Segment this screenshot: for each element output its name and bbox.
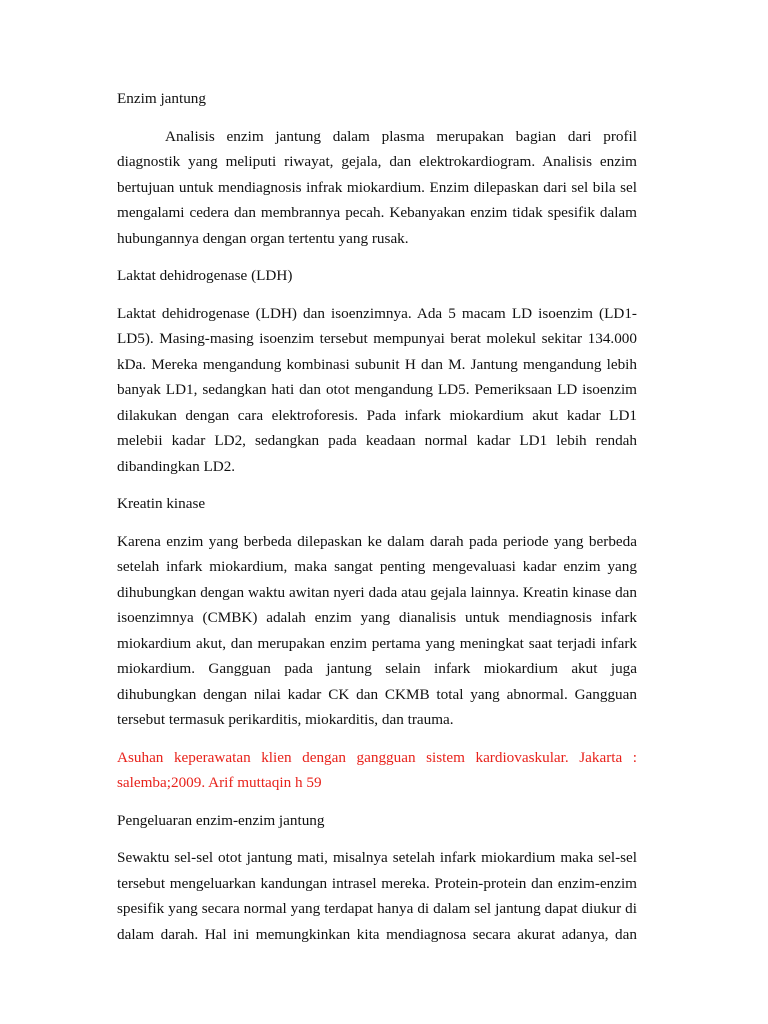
release-heading: Pengeluaran enzim-enzim jantung [117,811,325,829]
spacer [117,517,637,529]
document-page [117,86,637,947]
spacer [117,479,637,491]
spacer [117,733,637,745]
ck-heading: Kreatin kinase [117,495,206,512]
ldh-paragraph: Laktat dehidrogenase (LDH) dan isoenzimnya. Ada 5 macam LD isoenzim (LD1-LD5). Masing-masing isoenzim tersebut mempunyai berat molekul sekitar 134.000 kDa. Mereka mengandung kombinasi subunit H dan M. Jantung mengandung lebih banyak LD1, sedangkan hati dan otot mengandung LD5. Pemeriksaan LD isoenzim dilakukan dengan cara elektroforesis. Pada infark miokardium akut kadar LD1 melebii kadar LD2, sedangkan pada keadaan normal kadar LD1 lebih rendah dibandingkan LD2. [117,304,637,475]
spacer [117,251,637,263]
spacer [117,833,637,845]
release-paragraph: Sewaktu sel-sel otot jantung mati, misalnya setelah infark miokardium maka sel-sel tersebut mengeluarkan kandungan intrasel mereka. Protein-protein dan enzim-enzim spesifik yang secara normal yang terdapat hanya di dalam sel jantung dapat diukur di dalam darah. Hal ini memungkinkan kita mendiagnosa secara akurat adanya, dan [117,849,637,943]
spacer [117,289,637,301]
ldh-heading: Laktat dehidrogenase (LDH) [117,267,293,284]
intro-paragraph: Analisis enzim jantung dalam plasma merupakan bagian dari profil diagnostik yang meliputi riwayat, gejala, dan elektrokardiogram. Analisis enzim bertujuan untuk mendiagnosis infrak miokardium. Enzim dilepaskan dari sel bila sel mengalami cedera dan membrannya pecah. Kebanyakan enzim tidak spesifik dalam hubungannya dengan organ tertentu yang rusak. [117,127,637,247]
citation-reference: Asuhan keperawatan klien dengan gangguan sistem kardiovaskular. Jakarta : salemba;2009. Arif muttaqin h 59 [117,748,637,791]
spacer [117,112,637,124]
document-title: Enzim jantung [117,90,206,107]
ck-paragraph: Karena enzim yang berbeda dilepaskan ke dalam darah pada periode yang berbeda setelah infark miokardium, maka sangat penting mengevaluasi kadar enzim yang dihubungkan dengan waktu awitan nyeri dada atau gejala lainnya. Kreatin kinase dan isoenzimnya (CMBK) adalah enzim yang dianalisis untuk mendiagnosis infark miokardium akut, dan merupakan enzim pertama yang meningkat saat terjadi infark miokardium. Gangguan pada jantung selain infark miokardium akut juga dihubungkan dengan nilai kadar CK dan CKMB total yang abnormal. Gangguan tersebut termasuk perikarditis, miokarditis, dan trauma. [117,532,637,728]
spacer [117,796,637,808]
